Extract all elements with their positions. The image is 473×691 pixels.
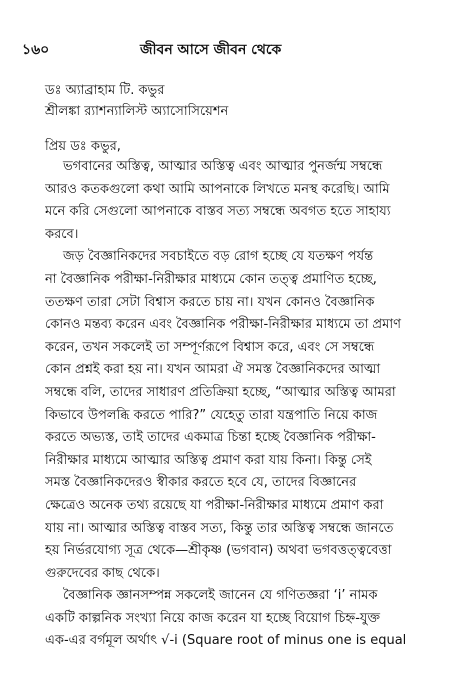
text-line: হয় নির্ভরযোগ্য সূত্র থেকে—শ্রীকৃষ্ণ (ভগবান) অথবা ভগবত্তত্ত্ববেত্তা <box>45 543 392 559</box>
text-line: না বৈজ্ঞানিক পরীক্ষা-নিরীক্ষার মাধ্যমে কোন তত্ত্ব প্রমাণিত হচ্ছে, <box>45 271 377 287</box>
text-line: বৈজ্ঞানিক জ্ঞানসম্পন্ন সকলেই জানেন যে গণিতজ্ঞরা ‘i’ নামক <box>63 588 378 604</box>
text-line: ততক্ষণ তারা সেটা বিশ্বাস করতে চায় না। যখন কোনও বৈজ্ঞানিক <box>45 294 375 310</box>
addressee-organization: শ্রীলঙ্কা র‍্যাশন্যালিস্ট অ্যাসোসিয়েশন <box>45 104 229 119</box>
paragraph <box>45 246 470 585</box>
text-line: ভগবানের অস্তিত্ব, আত্মার অস্তিত্ব এবং আত্মার পুনর্জন্ম সম্বন্ধে <box>63 159 383 174</box>
text-line: যায় না। আত্মার অস্তিত্ব বাস্তব সত্য, কিন্তু তার অস্তিত্ব সম্বন্ধে জানতে <box>45 520 394 536</box>
text-line: কিভাবে উপলব্ধি করতে পারি?” যেহেতু তারা যন্ত্রপাতি নিয়ে কাজ <box>45 407 378 423</box>
text-line: আরও কতকগুলো কথা আমি আপনাকে লিখতে মনস্থ করেছি। আমি <box>45 181 390 197</box>
text-line: এক-এর বর্গমূল অর্থাৎ √-i (Square root of minus one is equal <box>45 633 407 649</box>
letter-salutation: প্রিয় ডঃ কভুর, <box>45 139 121 154</box>
text-line: করবে। <box>45 226 79 242</box>
page-number: ১৬০ <box>22 42 50 58</box>
text-line: সমস্ত বৈজ্ঞানিকদেরও স্বীকার করতে হবে যে, তাদের বিজ্ঞানের <box>45 475 357 491</box>
page-header <box>0 38 473 58</box>
text-line: জড় বৈজ্ঞানিকদের সবচাইতে বড় রোগ হচ্ছে যে যতক্ষণ পর্যন্ত <box>63 249 374 265</box>
text-line: করেন, তখন সকলেই তা সম্পূর্ণরূপে বিশ্বাস করে, এবং সে সম্বন্ধে <box>45 339 375 355</box>
addressee-name: ডঃ অ্যাব্রাহাম টি. কভুর <box>45 83 165 98</box>
text-line: মনে করি সেগুলো আপনাকে বাস্তব সত্য সম্বন্ধে অবগত হতে সাহায্য <box>45 204 391 220</box>
letter-addressee <box>45 80 228 122</box>
text-line: করতে অভ্যস্ত, তাই তাদের একমাত্র চিন্তা হচ্ছে বৈজ্ঞানিক পরীক্ষা- <box>45 430 376 446</box>
text-line: সম্বন্ধে বলি, তাদের সাধারণ প্রতিক্রিয়া হচ্ছে, “আত্মার অস্তিত্ব আমরা <box>45 384 396 400</box>
paragraph <box>45 156 470 246</box>
letter-body <box>45 156 470 653</box>
text-line: একটি কাল্পনিক সংখ্যা নিয়ে কাজ করেন যা হচ্ছে বিয়োগ চিহ্ন-যুক্ত <box>45 610 380 626</box>
running-title: জীবন আসে জীবন থেকে <box>140 42 282 58</box>
text-line: কোন প্রশ্নই করা হয় না। যখন আমরা ঐ সমস্ত বৈজ্ঞানিকদের আত্মা <box>45 362 381 378</box>
text-line: নিরীক্ষার মাধ্যমে আত্মার অস্তিত্ব প্রমাণ করা যায় কিনা। কিন্তু সেই <box>45 452 372 468</box>
text-line: কোনও মন্তব্য করেন এবং বৈজ্ঞানিক পরীক্ষা-নিরীক্ষার মাধ্যমে তা প্রমাণ <box>45 317 401 333</box>
text-line: ক্ষেত্রেও অনেক তথ্য রয়েছে যা পরীক্ষা-নিরীক্ষার মাধ্যমে প্রমাণ করা <box>45 497 384 513</box>
text-line: গুরুদেবের কাছ থেকে। <box>45 565 160 581</box>
paragraph <box>45 585 470 653</box>
